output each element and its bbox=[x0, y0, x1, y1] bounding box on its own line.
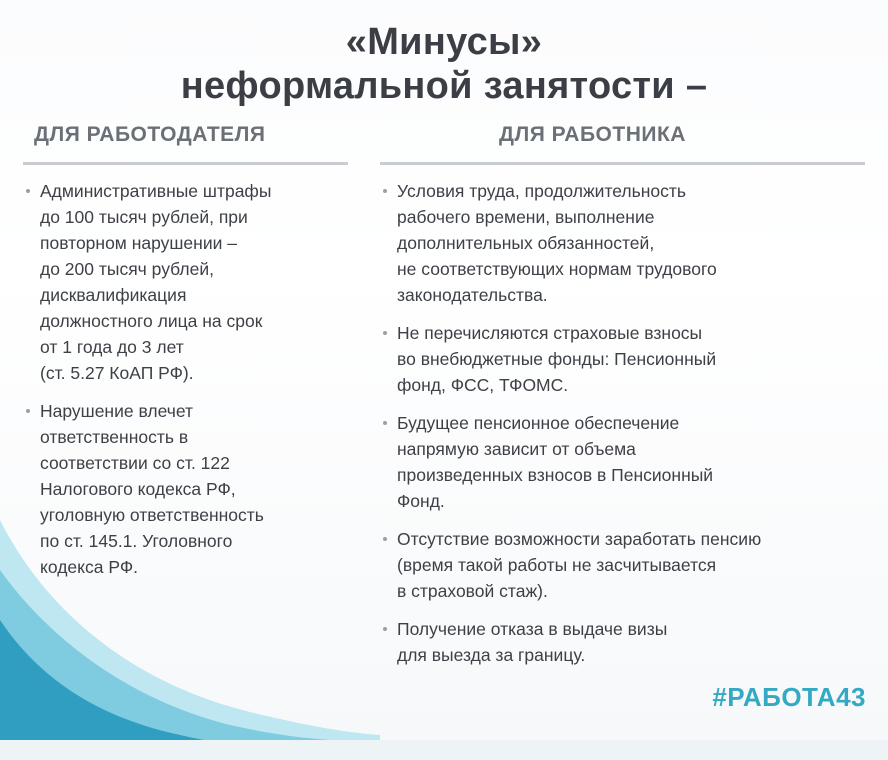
list-item bbox=[381, 178, 861, 308]
bullet-icon bbox=[383, 331, 387, 335]
list-item-text: Не перечисляются страховые взносы во внебюджетные фонды: Пенсионный фонд, ФСС, ТФОМС. bbox=[397, 323, 717, 395]
employer-divider bbox=[23, 162, 348, 165]
list-item bbox=[381, 320, 861, 398]
list-item-text: Нарушение влечет ответственность в соответствии со ст. 122 Налогового кодекса РФ, уголовную ответственность по ст. 145.1. Уголовного кодекса РФ. bbox=[40, 401, 264, 577]
title-line-1: «Минусы» bbox=[345, 21, 543, 63]
list-item-text: Отсутствие возможности заработать пенсию (время такой работы не засчитывается в страховой стаж). bbox=[397, 529, 762, 601]
bullet-icon bbox=[383, 189, 387, 193]
bullet-icon bbox=[26, 409, 30, 413]
list-item bbox=[24, 178, 344, 386]
employer-heading: ДЛЯ РАБОТОДАТЕЛЯ bbox=[34, 123, 266, 146]
employee-list bbox=[381, 178, 861, 680]
list-item-text: Будущее пенсионное обеспечение напрямую зависит от объема произведенных взносов в Пенсионный Фонд. bbox=[397, 413, 714, 511]
hashtag-label: #РАБОТА43 bbox=[712, 682, 866, 712]
employee-divider bbox=[380, 162, 865, 165]
list-item-text: Получение отказа в выдаче визы для выезда за границу. bbox=[397, 619, 668, 665]
employer-list bbox=[24, 178, 344, 592]
list-item bbox=[24, 398, 344, 580]
list-item bbox=[381, 526, 861, 604]
bullet-icon bbox=[383, 421, 387, 425]
list-item bbox=[381, 616, 861, 668]
bullet-icon bbox=[383, 627, 387, 631]
bullet-icon bbox=[26, 189, 30, 193]
employee-heading: ДЛЯ РАБОТНИКА bbox=[499, 123, 686, 146]
wave-bottom-band bbox=[0, 740, 888, 760]
title-line-2: неформальной занятости – bbox=[180, 65, 708, 107]
list-item-text: Административные штрафы до 100 тысяч рублей, при повторном нарушении – до 200 тысяч рублей, дисквалификация должностного лица на срок от 1 года до 3 лет (ст. 5.27 КоАП РФ). bbox=[40, 181, 272, 383]
list-item bbox=[381, 410, 861, 514]
list-item-text: Условия труда, продолжительность рабочего времени, выполнение дополнительных обязанностей, не соответствующих нормам трудового законодательства. bbox=[397, 181, 717, 305]
page-title bbox=[0, 20, 888, 108]
bullet-icon bbox=[383, 537, 387, 541]
